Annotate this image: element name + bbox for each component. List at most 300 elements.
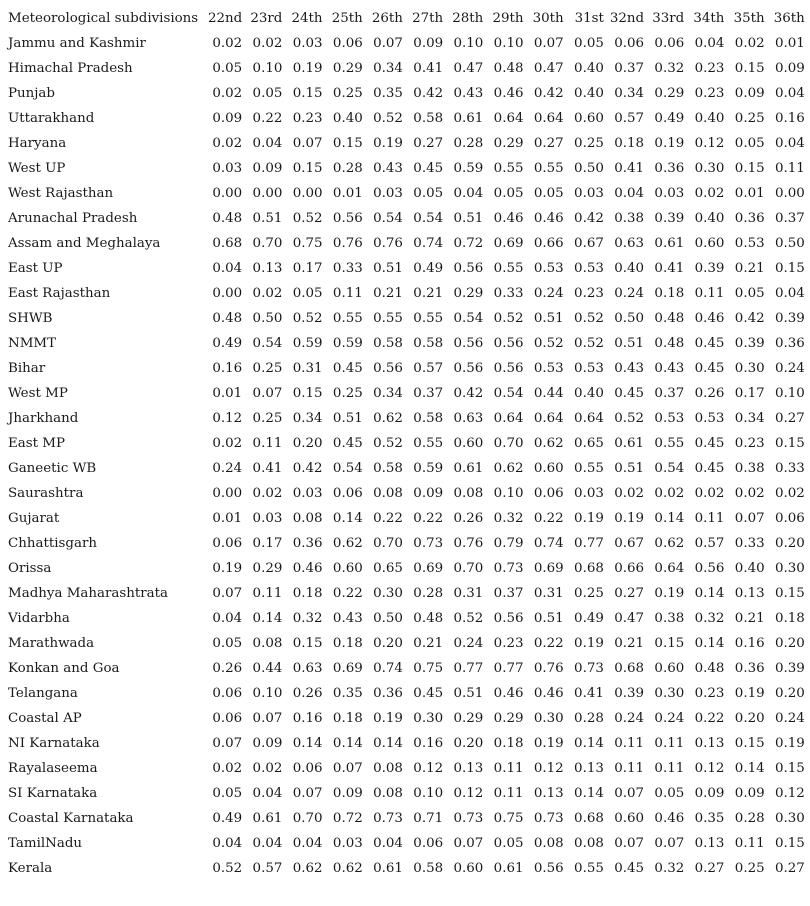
subdivision-name: NMMT [8,336,57,351]
table-cell: 0.52 [212,861,243,876]
table-cell: 0.49 [654,111,685,126]
table-cell: 0.61 [493,861,524,876]
table-cell: 0.76 [453,536,484,551]
table-cell: 0.55 [533,161,564,176]
table-cell: 0.24 [533,286,564,301]
table-cell: 0.47 [614,611,645,626]
table-cell: 0.48 [694,661,725,676]
table-cell: 0.55 [332,311,363,326]
table-cell: 0.21 [413,636,444,651]
table-cell: 0.15 [654,636,685,651]
table-cell: 0.30 [734,361,765,376]
table-cell: 0.27 [533,136,564,151]
table-cell: 0.49 [212,811,243,826]
table-cell: 0.70 [493,436,524,451]
table-cell: 0.11 [774,161,805,176]
table-cell: 0.03 [373,186,403,201]
table-cell: 0.51 [373,261,403,276]
table-cell: 0.13 [533,786,564,801]
table-cell: 0.19 [574,511,604,526]
table-cell: 0.52 [533,336,564,351]
table-cell: 0.09 [212,111,243,126]
table-cell: 0.06 [212,536,243,551]
table-cell: 0.62 [332,861,363,876]
table-cell: 0.15 [292,386,323,401]
table-cell: 0.51 [533,311,564,326]
table-cell: 0.11 [332,286,363,301]
table-cell: 0.24 [614,286,645,301]
column-header: 29th [492,11,524,26]
table-cell: 0.46 [493,86,524,101]
table-cell: 0.65 [373,561,403,576]
table-cell: 0.34 [614,86,645,101]
table-cell: 0.63 [614,236,645,251]
table-cell: 0.04 [292,836,323,851]
table-cell: 0.34 [373,61,403,76]
table-cell: 0.36 [734,661,765,676]
table-cell: 0.77 [453,661,484,676]
table-cell: 0.45 [413,161,444,176]
table-cell: 0.45 [694,436,725,451]
table-cell: 0.05 [574,36,604,51]
table-cell: 0.42 [292,461,323,476]
table-row [8,606,805,631]
table-cell: 0.19 [654,586,685,601]
table-cell: 0.29 [453,286,484,301]
table-cell: 0.50 [252,311,283,326]
table-cell: 0.36 [734,211,765,226]
table-cell: 0.43 [614,361,645,376]
table-cell: 0.75 [413,661,444,676]
table-cell: 0.56 [453,261,484,276]
table-row [8,231,805,256]
table-cell: 0.48 [654,336,685,351]
table-cell: 0.28 [453,136,484,151]
table-cell: 0.07 [252,386,283,401]
table-cell: 0.20 [774,536,805,551]
table-cell: 0.01 [774,36,805,51]
table-cell: 0.57 [252,861,283,876]
subdivision-name: East UP [8,261,63,276]
table-cell: 0.07 [332,761,363,776]
table-cell: 0.64 [493,411,524,426]
header-row [8,6,805,31]
table-cell: 0.22 [533,636,564,651]
table-cell: 0.52 [614,411,645,426]
subdivision-name: Chhattisgarh [8,536,97,551]
table-cell: 0.29 [493,136,524,151]
table-cell: 0.47 [453,61,484,76]
table-cell: 0.56 [493,336,524,351]
table-cell: 0.55 [493,261,524,276]
table-cell: 0.46 [533,211,564,226]
table-cell: 0.52 [373,111,403,126]
table-cell: 0.41 [574,686,604,701]
table-row [8,281,805,306]
table-cell: 0.19 [292,61,323,76]
table-cell: 0.66 [614,561,645,576]
table-cell: 0.06 [332,486,363,501]
table-cell: 0.30 [694,161,725,176]
table-cell: 0.56 [332,211,363,226]
table-cell: 0.45 [332,436,363,451]
table-cell: 0.60 [694,236,725,251]
table-cell: 0.54 [373,211,403,226]
table-cell: 0.12 [533,761,564,776]
table-cell: 0.08 [453,486,484,501]
table-cell: 0.36 [654,161,685,176]
table-cell: 0.48 [212,211,243,226]
table-cell: 0.02 [252,286,283,301]
table-cell: 0.06 [212,711,243,726]
table-cell: 0.74 [533,536,564,551]
table-cell: 0.44 [252,661,283,676]
table-cell: 0.05 [292,286,323,301]
table-cell: 0.42 [533,86,564,101]
table-cell: 0.42 [734,311,765,326]
table-cell: 0.07 [533,36,564,51]
table-row [8,31,805,56]
table-cell: 0.31 [533,586,564,601]
column-header: 24th [291,11,323,26]
table-cell: 0.11 [734,836,765,851]
table-cell: 0.01 [332,186,363,201]
table-cell: 0.08 [574,836,604,851]
table-cell: 0.25 [252,411,283,426]
table-cell: 0.08 [252,636,283,651]
table-cell: 0.50 [574,161,604,176]
table-cell: 0.61 [654,236,685,251]
table-cell: 0.14 [694,636,725,651]
table-cell: 0.60 [453,861,484,876]
table-cell: 0.09 [734,86,765,101]
table-cell: 0.16 [212,361,243,376]
table-row [8,331,805,356]
subdivision-name: East MP [8,436,65,451]
table-cell: 0.56 [694,561,725,576]
subdivision-name: Marathwada [8,636,95,651]
table-cell: 0.03 [252,511,283,526]
table-cell: 0.40 [614,261,645,276]
subdivision-name: Kerala [8,861,53,876]
table-cell: 0.23 [574,286,604,301]
table-cell: 0.70 [252,236,283,251]
table-cell: 0.00 [212,286,243,301]
table-cell: 0.55 [373,311,403,326]
table-cell: 0.10 [493,36,524,51]
table-cell: 0.09 [413,36,444,51]
table-row [8,406,805,431]
table-cell: 0.12 [774,786,805,801]
table-cell: 0.52 [574,311,604,326]
table-row [8,681,805,706]
table-cell: 0.60 [332,561,363,576]
table-cell: 0.46 [493,686,524,701]
table-cell: 0.40 [332,111,363,126]
subdivision-name: Vidarbha [8,611,70,626]
table-cell: 0.30 [774,561,805,576]
table-cell: 0.41 [654,261,685,276]
table-cell: 0.02 [694,486,725,501]
table-cell: 0.23 [734,436,765,451]
table-row [8,81,805,106]
table-cell: 0.07 [614,786,645,801]
table-cell: 0.76 [533,661,564,676]
table-cell: 0.23 [694,61,725,76]
table-cell: 0.48 [493,61,524,76]
table-cell: 0.04 [373,836,403,851]
subdivision-name: Bihar [8,361,46,376]
table-cell: 0.50 [774,236,805,251]
table-cell: 0.42 [413,86,444,101]
table-cell: 0.15 [734,161,765,176]
table-cell: 0.15 [774,436,805,451]
table-cell: 0.69 [413,561,444,576]
table-cell: 0.33 [493,286,524,301]
table-row [8,431,805,456]
table-cell: 0.55 [413,311,444,326]
table-cell: 0.04 [252,136,283,151]
subdivision-name: Jharkhand [8,411,79,426]
table-cell: 0.19 [574,636,604,651]
table-cell: 0.16 [413,736,444,751]
table-cell: 0.45 [614,386,645,401]
table-cell: 0.18 [292,586,323,601]
table-cell: 0.06 [212,686,243,701]
table-cell: 0.02 [734,486,765,501]
table-row [8,381,805,406]
table-cell: 0.61 [453,461,484,476]
table-cell: 0.24 [654,711,685,726]
column-header: 25th [331,11,363,26]
table-cell: 0.19 [373,136,403,151]
table-cell: 0.54 [654,461,685,476]
table-cell: 0.05 [493,836,524,851]
table-cell: 0.77 [493,661,524,676]
table-cell: 0.61 [252,811,283,826]
table-cell: 0.01 [212,511,243,526]
table-cell: 0.69 [493,236,524,251]
subdivision-name: West UP [8,161,66,176]
table-cell: 0.46 [493,211,524,226]
table-cell: 0.25 [734,111,765,126]
table-row [8,181,805,206]
table-cell: 0.77 [574,536,604,551]
table-cell: 0.09 [252,161,283,176]
table-cell: 0.05 [654,786,685,801]
table-cell: 0.29 [252,561,283,576]
table-cell: 0.25 [332,86,363,101]
table-cell: 0.39 [774,661,805,676]
table-cell: 0.25 [574,586,604,601]
table-cell: 0.03 [654,186,685,201]
table-cell: 0.24 [453,636,484,651]
table-cell: 0.42 [453,386,484,401]
subdivision-name: Konkan and Goa [8,661,120,676]
table-row [8,156,805,181]
table-cell: 0.48 [212,311,243,326]
subdivision-name: Gujarat [8,511,60,526]
table-cell: 0.39 [774,311,805,326]
table-cell: 0.32 [292,611,323,626]
table-cell: 0.55 [493,161,524,176]
table-cell: 0.08 [373,761,403,776]
table-cell: 0.73 [574,661,604,676]
table-cell: 0.56 [493,611,524,626]
table-cell: 0.12 [212,411,243,426]
table-cell: 0.14 [252,611,283,626]
table-cell: 0.62 [533,436,564,451]
table-cell: 0.25 [574,136,604,151]
table-cell: 0.27 [614,586,645,601]
column-header: 31st [574,11,604,26]
table-cell: 0.58 [413,861,444,876]
table-cell: 0.45 [694,361,725,376]
table-cell: 0.04 [614,186,645,201]
table-cell: 0.08 [292,511,323,526]
table-cell: 0.38 [614,211,645,226]
table-cell: 0.39 [734,336,765,351]
table-cell: 0.52 [373,436,403,451]
table-cell: 0.10 [774,386,805,401]
table-cell: 0.14 [292,736,323,751]
table-cell: 0.30 [774,811,805,826]
table-cell: 0.02 [252,36,283,51]
table-cell: 0.51 [332,411,363,426]
table-cell: 0.10 [252,686,283,701]
table-row [8,806,805,831]
table-cell: 0.24 [774,361,805,376]
table-cell: 0.57 [413,361,444,376]
table-row [8,856,805,881]
table-cell: 0.11 [654,736,685,751]
table-cell: 0.03 [212,161,243,176]
table-cell: 0.22 [694,711,725,726]
table-cell: 0.14 [694,586,725,601]
table-cell: 0.26 [212,661,243,676]
table-cell: 0.02 [212,436,243,451]
table-cell: 0.28 [574,711,604,726]
table-cell: 0.73 [453,811,484,826]
subdivision-name: Assam and Meghalaya [8,236,161,251]
table-cell: 0.40 [574,386,604,401]
column-header: 22nd [207,11,243,26]
subdivision-name: East Rajasthan [8,286,111,301]
table-cell: 0.73 [493,561,524,576]
table-cell: 0.32 [654,61,685,76]
table-cell: 0.19 [774,736,805,751]
subdivision-name: Himachal Pradesh [8,61,133,76]
table-cell: 0.36 [774,336,805,351]
table-cell: 0.55 [574,461,604,476]
table-cell: 0.49 [212,336,243,351]
table-cell: 0.09 [332,786,363,801]
table-cell: 0.02 [212,761,243,776]
table-cell: 0.64 [533,411,564,426]
table-cell: 0.05 [212,636,243,651]
table-cell: 0.23 [493,636,524,651]
table-cell: 0.45 [413,686,444,701]
table-cell: 0.58 [413,336,444,351]
table-cell: 0.04 [774,286,805,301]
table-cell: 0.24 [774,711,805,726]
table-cell: 0.35 [373,86,403,101]
table-cell: 0.07 [212,736,243,751]
table-cell: 0.21 [373,286,403,301]
table-cell: 0.38 [654,611,685,626]
table-row [8,781,805,806]
column-header: 36th [773,11,805,26]
table-cell: 0.03 [332,836,363,851]
table-cell: 0.63 [292,661,323,676]
table-cell: 0.64 [574,411,604,426]
table-cell: 0.39 [694,261,725,276]
table-cell: 0.16 [734,636,765,651]
table-cell: 0.52 [453,611,484,626]
table-cell: 0.15 [734,61,765,76]
table-cell: 0.29 [332,61,363,76]
table-cell: 0.75 [493,811,524,826]
table-cell: 0.12 [453,786,484,801]
table-cell: 0.73 [373,811,403,826]
table-cell: 0.09 [734,786,765,801]
table-cell: 0.74 [373,661,403,676]
table-cell: 0.11 [493,761,524,776]
table-cell: 0.38 [734,461,765,476]
data-table [8,6,805,881]
table-row [8,106,805,131]
table-cell: 0.53 [694,411,725,426]
table-cell: 0.25 [252,361,283,376]
table-cell: 0.27 [413,136,444,151]
table-cell: 0.04 [212,261,243,276]
table-cell: 0.02 [734,36,765,51]
table-row [8,206,805,231]
table-cell: 0.53 [533,261,564,276]
table-cell: 0.04 [212,836,243,851]
table-cell: 0.56 [493,361,524,376]
table-cell: 0.58 [413,411,444,426]
table-cell: 0.15 [774,261,805,276]
table-cell: 0.54 [453,311,484,326]
table-cell: 0.34 [373,386,403,401]
table-cell: 0.59 [453,161,484,176]
subdivision-name: West MP [8,386,68,401]
table-cell: 0.59 [413,461,444,476]
table-cell: 0.32 [493,511,524,526]
subdivision-name: Arunachal Pradesh [8,211,138,226]
table-cell: 0.11 [654,761,685,776]
subdivision-name: Orissa [8,561,52,576]
table-cell: 0.55 [654,436,685,451]
table-cell: 0.54 [413,211,444,226]
header-subdivision-label: Meteorological subdivisions [8,11,199,26]
subdivision-name: SI Karnataka [8,786,98,801]
table-cell: 0.02 [252,486,283,501]
table-cell: 0.06 [292,761,323,776]
table-row [8,56,805,81]
table-cell: 0.18 [493,736,524,751]
column-header: 30th [532,11,564,26]
table-cell: 0.36 [373,686,403,701]
table-cell: 0.59 [332,336,363,351]
table-cell: 0.62 [332,536,363,551]
table-cell: 0.39 [654,211,685,226]
subdivision-name: NI Karnataka [8,736,100,751]
table-cell: 0.19 [373,711,403,726]
table-cell: 0.73 [413,536,444,551]
table-cell: 0.13 [694,736,725,751]
